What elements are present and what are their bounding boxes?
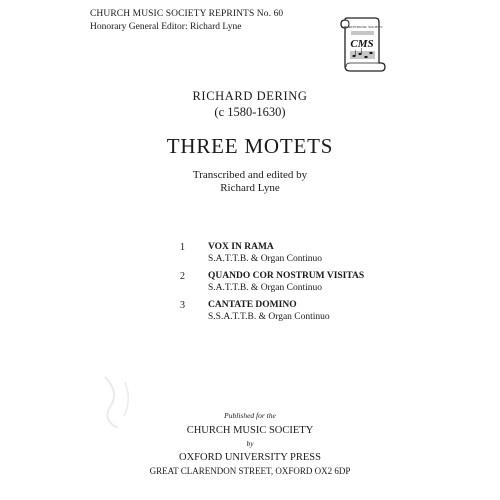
scroll-logo-icon — [337, 14, 387, 76]
contents-item-number: 2 — [180, 271, 185, 282]
contents-item-number: 3 — [180, 300, 185, 311]
logo-society-text: CHURCH MUSIC SOCIETY — [341, 25, 383, 29]
contents-item-voicing: S.S.A.T.T.B. & Organ Continuo — [208, 312, 330, 322]
society-name: CHURCH MUSIC SOCIETY — [186, 425, 314, 436]
series-label: CHURCH MUSIC SOCIETY REPRINTS No. 60 — [90, 9, 284, 19]
logo-cms-text: CMS — [350, 38, 374, 50]
general-editor-label: Honorary General Editor: Richard Lyne — [90, 22, 242, 32]
published-for-label: Published for the — [224, 411, 276, 420]
composer-dates: (c 1580-1630) — [214, 105, 286, 119]
contents-item-title: CANTATE DOMINO — [208, 300, 297, 310]
contents-item-voicing: S.A.T.T.B. & Organ Continuo — [208, 283, 322, 293]
work-title: THREE MOTETS — [166, 134, 334, 158]
contents-item-voicing: S.A.T.T.B. & Organ Continuo — [208, 254, 322, 264]
composer-name: RICHARD DERING — [192, 89, 308, 103]
editor-credit-line-1: Transcribed and edited by — [192, 169, 308, 181]
contents-item-number: 1 — [180, 242, 185, 253]
press-address: GREAT CLARENDON STREET, OXFORD OX2 6DP — [149, 466, 351, 476]
by-label: by — [246, 439, 254, 448]
contents-item-title: VOX IN RAMA — [208, 242, 274, 252]
cms-logo — [337, 14, 387, 76]
editor-credit-line-2: Richard Lyne — [220, 182, 280, 194]
contents-item-title: QUANDO COR NOSTRUM VISITAS — [208, 271, 365, 281]
press-name: OXFORD UNIVERSITY PRESS — [179, 452, 321, 463]
faint-watermark-mark — [100, 372, 140, 432]
